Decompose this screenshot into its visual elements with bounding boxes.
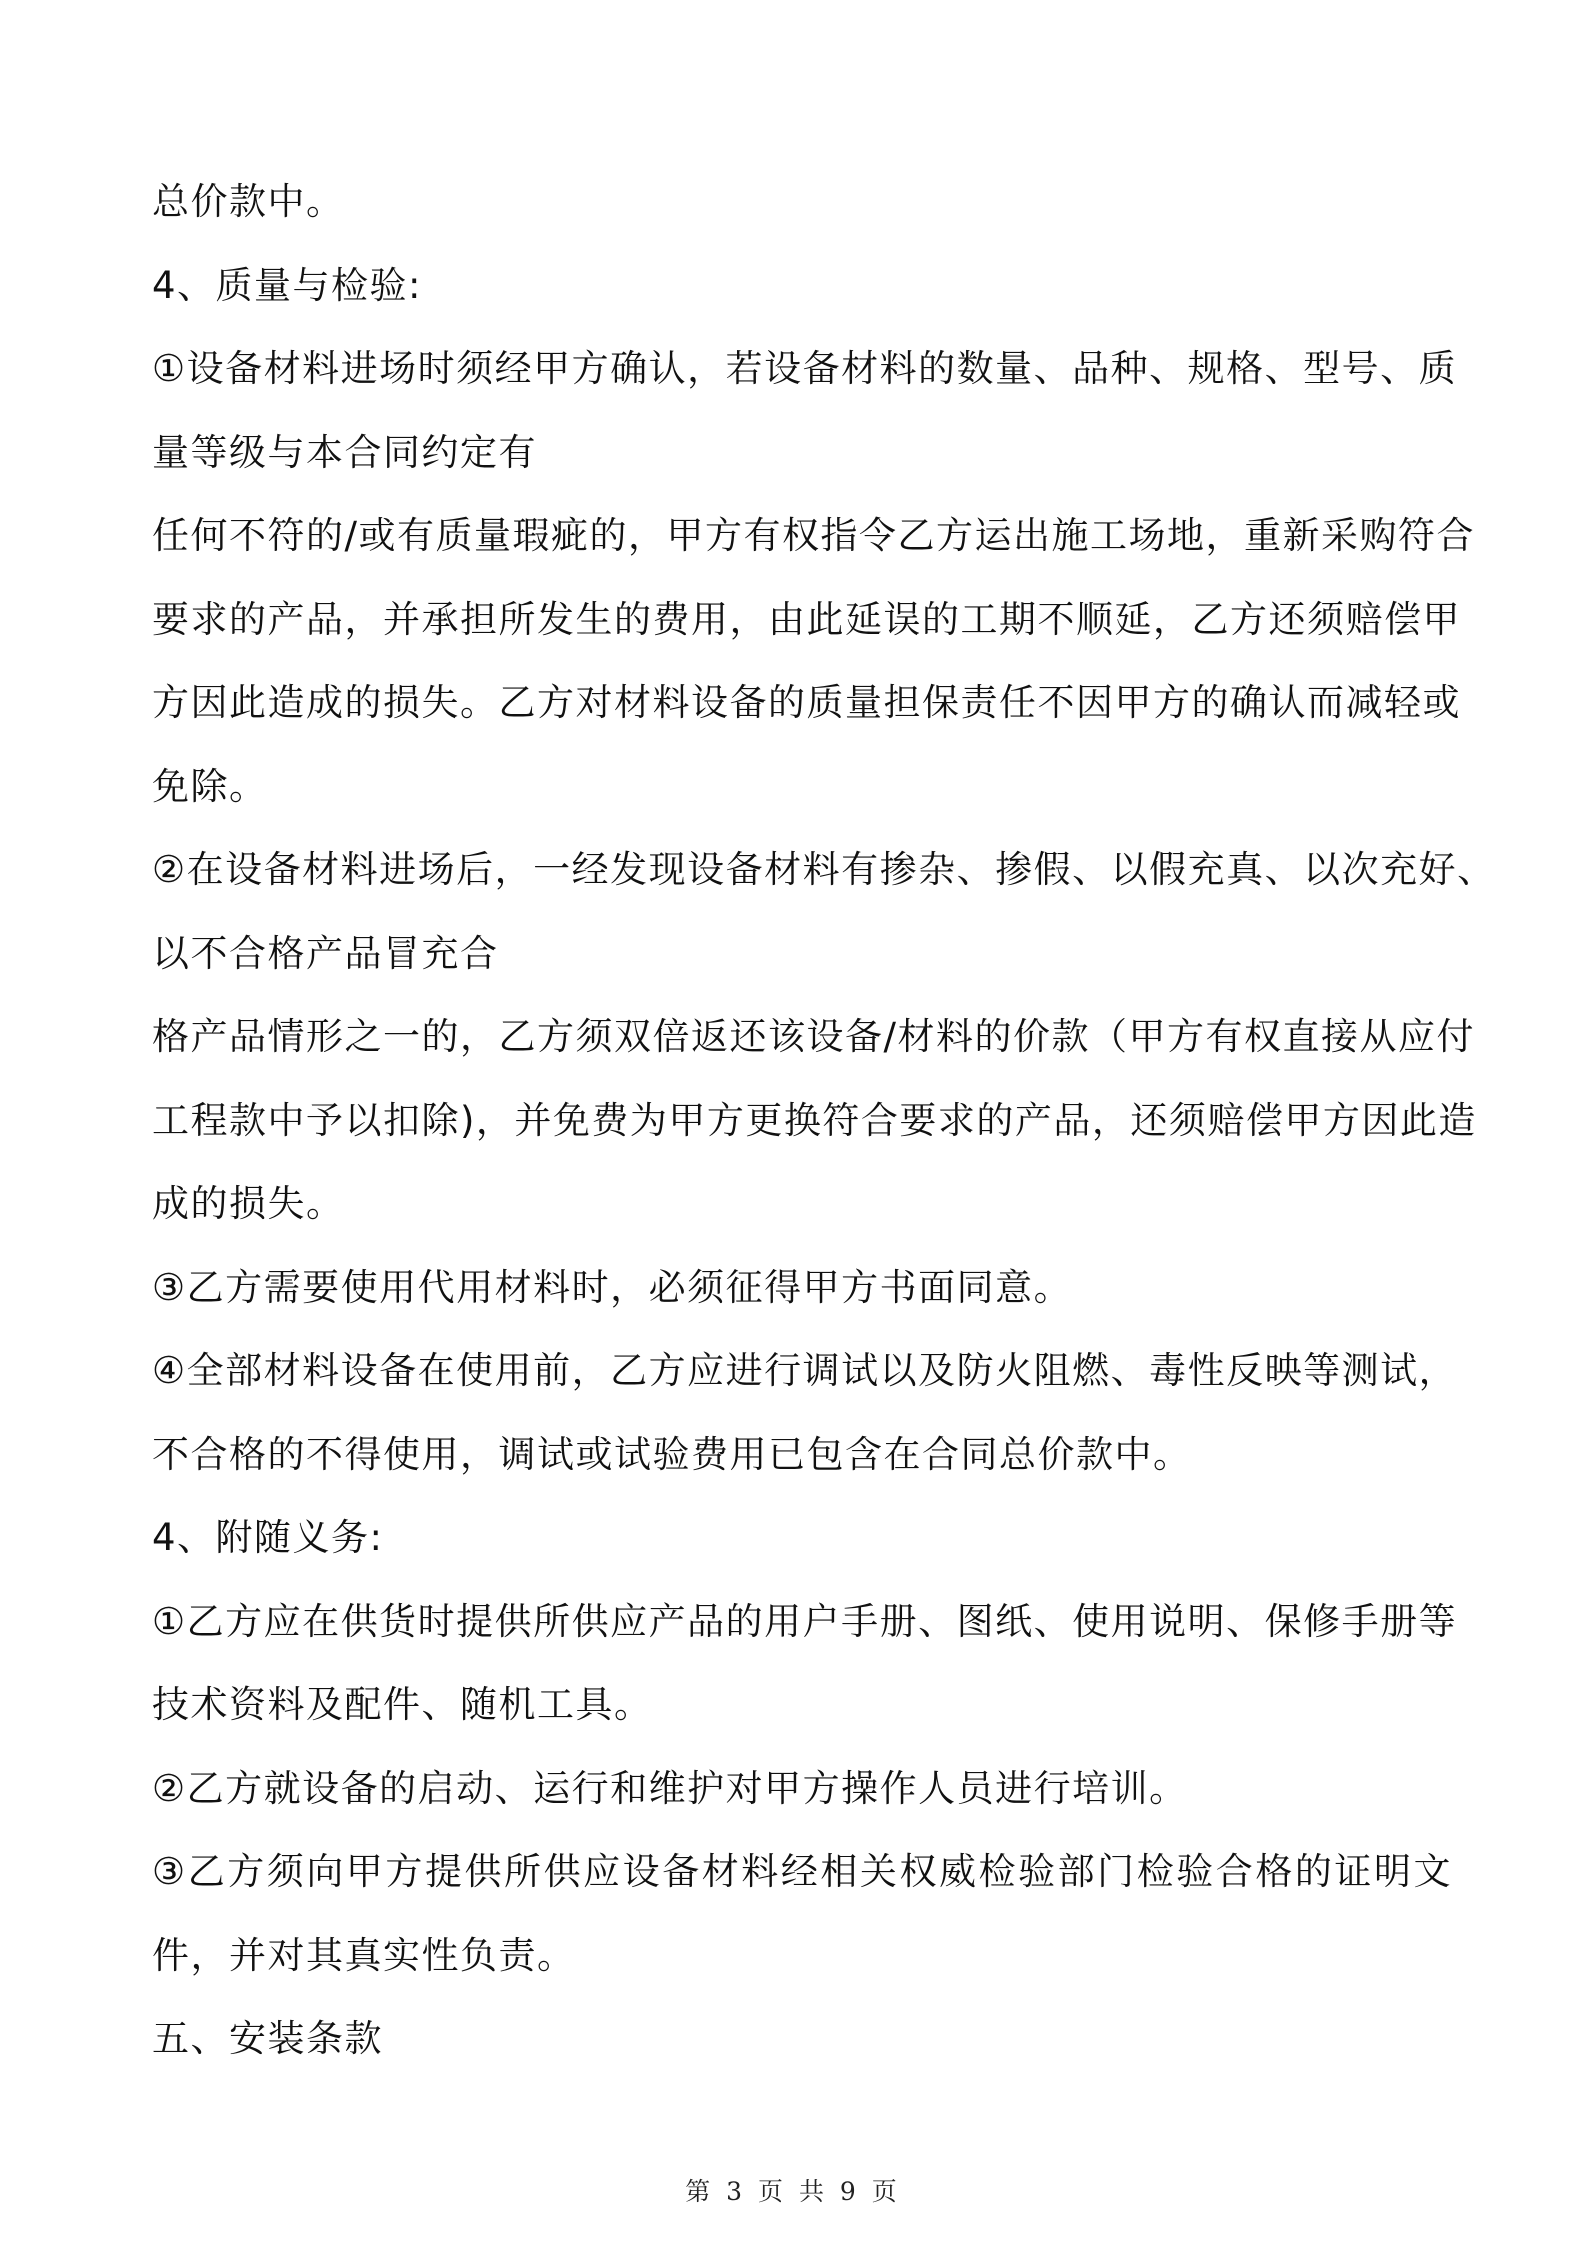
text-line: ③乙方须向甲方提供所供应设备材料经相关权威检验部门检验合格的证明文 bbox=[152, 1850, 1452, 1893]
text-line: ②乙方就设备的启动、运行和维护对甲方操作人员进行培训。 bbox=[152, 1766, 1188, 1810]
text-line: 量等级与本合同约定有 bbox=[152, 430, 537, 474]
text-line: 总价款中。 bbox=[152, 180, 345, 223]
text-line: 要求的产品，并承担所发生的费用，由此延误的工期不顺延，乙方还须赔偿甲 bbox=[152, 597, 1461, 641]
text-line: 不合格的不得使用，调试或试验费用已包含在合同总价款中。 bbox=[152, 1432, 1192, 1476]
text-line: 任何不符的/或有质量瑕疵的，甲方有权指令乙方运出施工场地，重新采购符合 bbox=[152, 514, 1475, 557]
text-line: 件，并对其真实性负责。 bbox=[152, 1933, 576, 1977]
text-line: ③乙方需要使用代用材料时，必须征得甲方书面同意。 bbox=[152, 1265, 1073, 1309]
text-line: 工程款中予以扣除)，并免费为甲方更换符合要求的产品，还须赔偿甲方因此造 bbox=[152, 1098, 1477, 1142]
section-heading: 4、质量与检验: bbox=[152, 263, 423, 307]
text-line: ④全部材料设备在使用前，乙方应进行调试以及防火阻燃、毒性反映等测试， bbox=[152, 1349, 1458, 1392]
text-line: ①乙方应在供货时提供所供应产品的用户手册、图纸、使用说明、保修手册等 bbox=[152, 1599, 1458, 1643]
text-line: ①设备材料进场时须经甲方确认，若设备材料的数量、品种、规格、型号、质 bbox=[152, 347, 1458, 390]
text-line: 免除。 bbox=[152, 764, 268, 808]
page-number-footer: 第 3 页 共 9 页 bbox=[685, 2177, 901, 2206]
text-line: 技术资料及配件、随机工具。 bbox=[152, 1683, 653, 1726]
text-line: 以不合格产品冒充合 bbox=[152, 931, 499, 975]
document-body bbox=[152, 160, 1496, 2081]
text-line: 方因此造成的损失。乙方对材料设备的质量担保责任不因甲方的确认而减轻或 bbox=[152, 681, 1461, 724]
text-line: 成的损失。 bbox=[152, 1182, 345, 1225]
text-line: 格产品情形之一的，乙方须双倍返还该设备/材料的价款（甲方有权直接从应付 bbox=[152, 1015, 1475, 1058]
section-heading: 4、附随义务: bbox=[152, 1516, 384, 1559]
text-line: ②在设备材料进场后，一经发现设备材料有掺杂、掺假、以假充真、以次充好、 bbox=[152, 848, 1496, 891]
section-heading: 五、安装条款 bbox=[152, 2017, 383, 2060]
